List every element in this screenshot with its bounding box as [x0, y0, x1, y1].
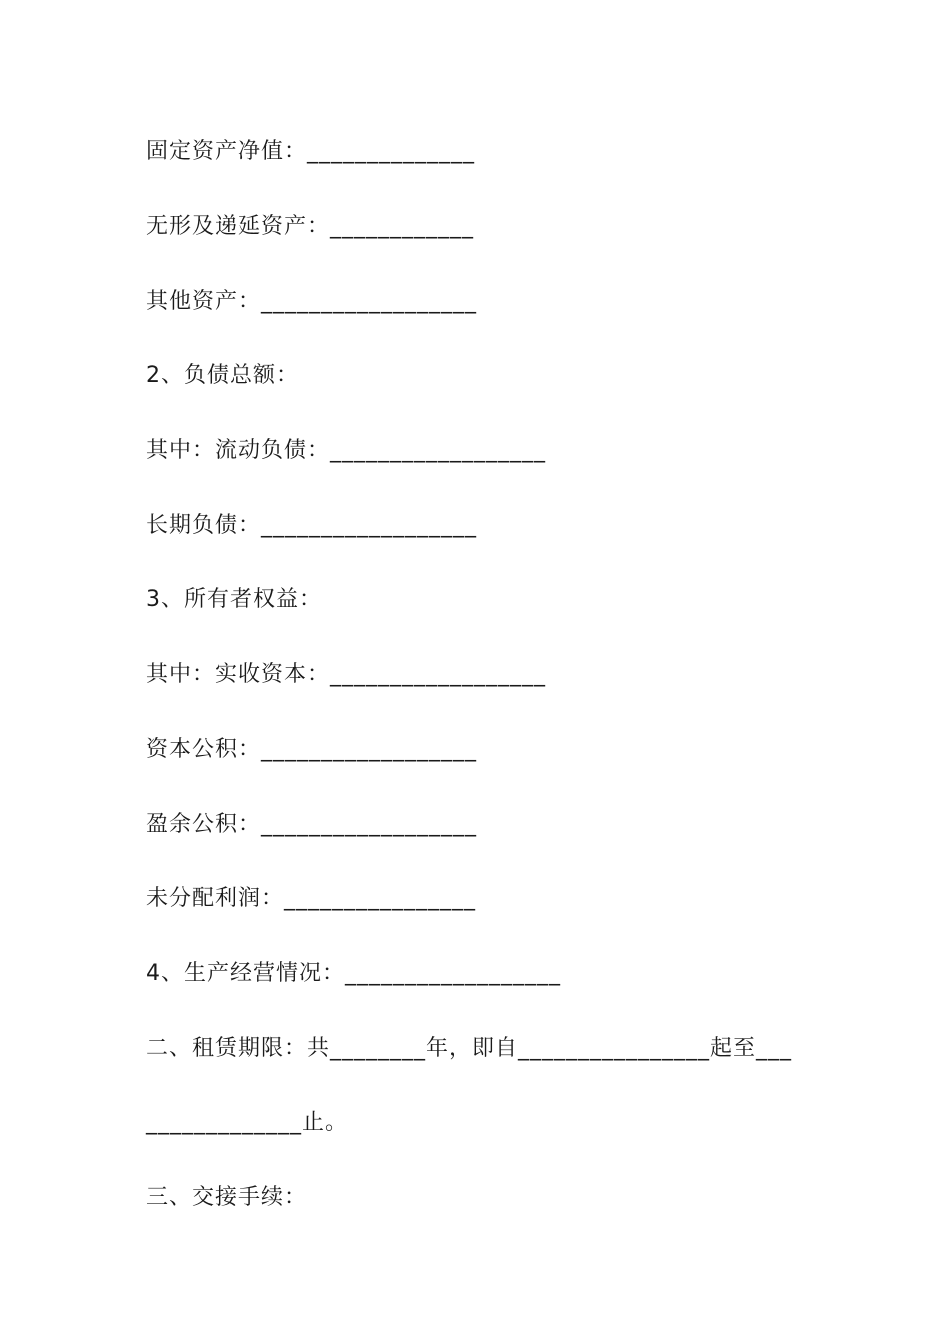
- intangible-deferred-assets-line: 无形及递延资产：____________: [146, 214, 475, 239]
- paid-in-capital-line: 其中：实收资本：__________________: [146, 662, 547, 687]
- production-operation-line: 4、生产经营情况：__________________: [146, 961, 561, 986]
- owners-equity-heading: 3、所有者权益：: [146, 587, 322, 612]
- capital-reserve-line: 资本公积：__________________: [146, 737, 478, 762]
- handover-procedures-heading: 三、交接手续：: [146, 1185, 308, 1210]
- fixed-assets-net-line: 固定资产净值：______________: [146, 139, 476, 164]
- surplus-reserve-line: 盈余公积：__________________: [146, 812, 478, 837]
- lease-term-line: 二、租赁期限：共________年，即自________________起至___: [146, 1036, 793, 1061]
- current-liabilities-line: 其中：流动负债：__________________: [146, 438, 547, 463]
- other-assets-line: 其他资产：__________________: [146, 289, 478, 314]
- lease-term-end-line: _____________止。: [146, 1110, 349, 1135]
- undistributed-profit-line: 未分配利润：________________: [146, 886, 477, 911]
- total-liabilities-heading: 2、负债总额：: [146, 363, 299, 388]
- long-term-liabilities-line: 长期负债：__________________: [146, 513, 478, 538]
